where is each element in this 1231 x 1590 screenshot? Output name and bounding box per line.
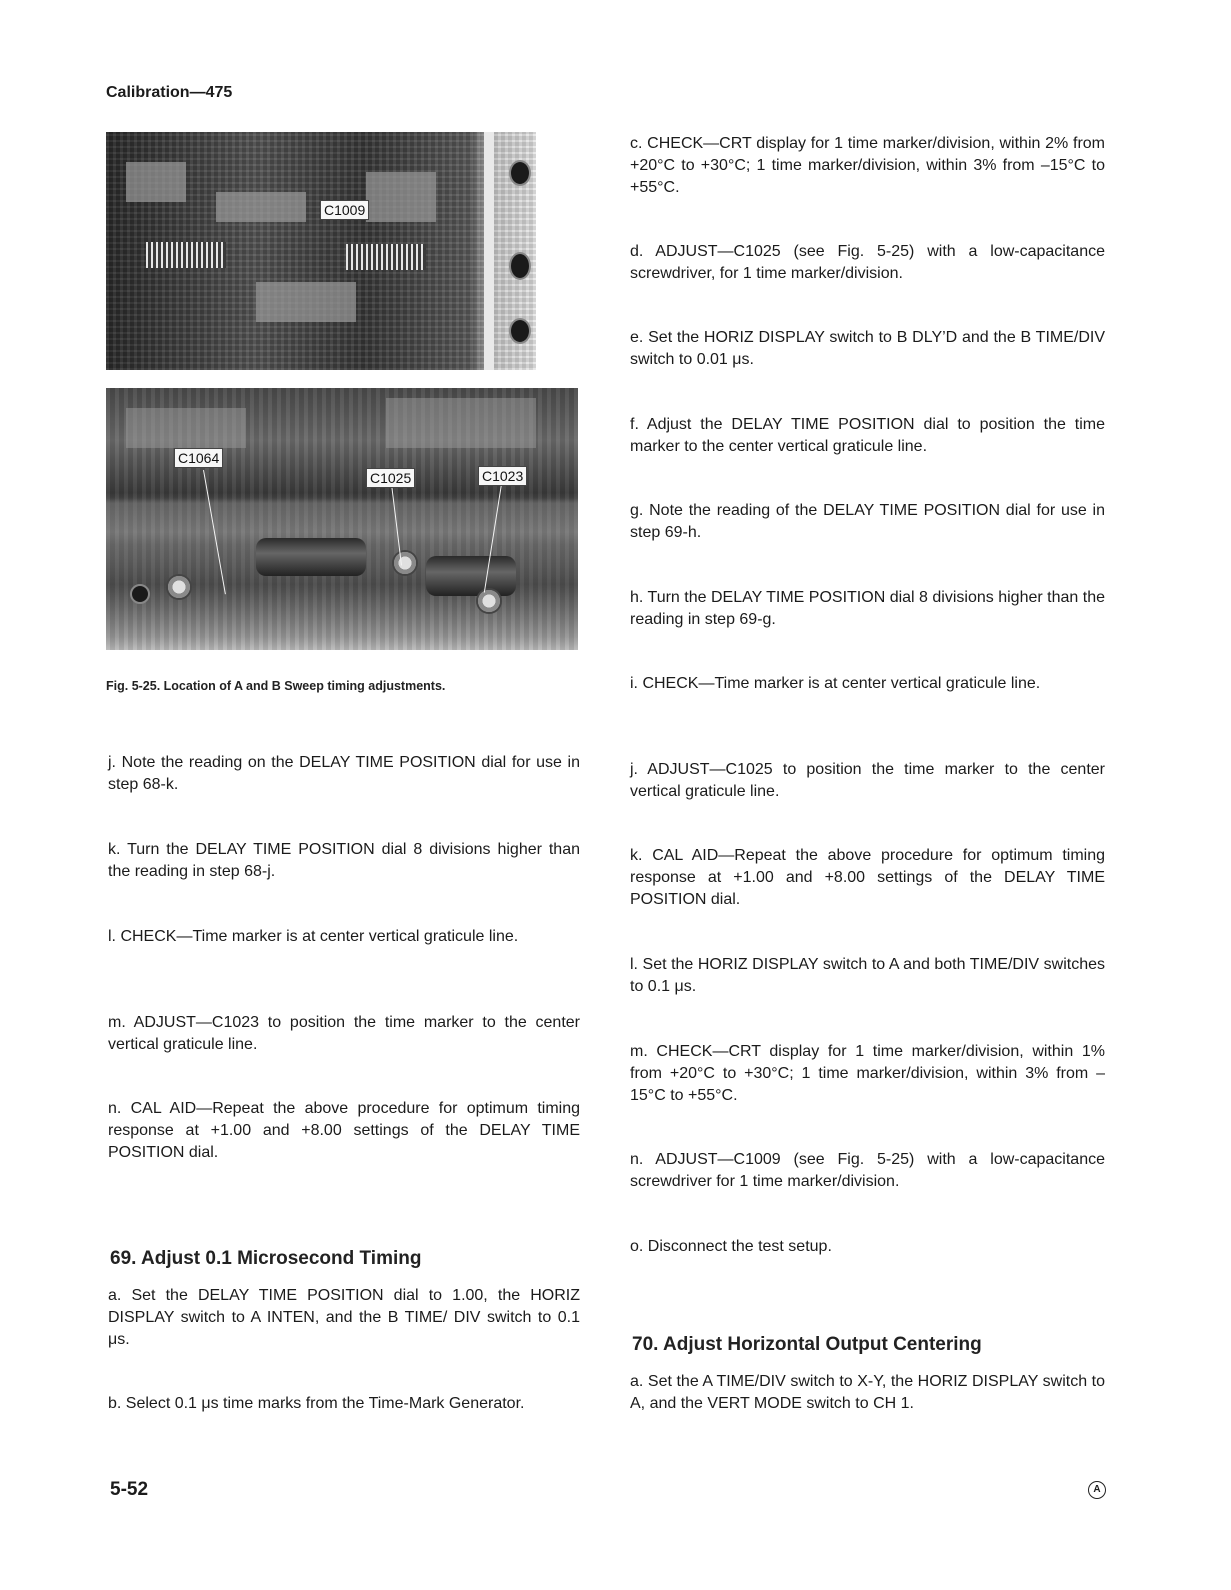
step-69-g: g. Note the reading of the DELAY TIME POSITION dial for use in step 69-h. bbox=[630, 502, 1105, 541]
step-68-m: m. ADJUST—C1023 to position the time marker to the center vertical graticule line. bbox=[108, 1014, 580, 1053]
callout-c1025: C1025 bbox=[366, 468, 415, 488]
callout-c1023: C1023 bbox=[478, 466, 527, 486]
section-69-heading: 69. Adjust 0.1 Microsecond Timing bbox=[110, 1248, 422, 1269]
step-68-l: l. CHECK—Time marker is at center vertical graticule line. bbox=[108, 928, 519, 945]
step-69-m: m. CHECK—CRT display for 1 time marker/division, within 1% from +20°C to +30°C; 1 time marker/division, within 3% from –15°C to +55°C. bbox=[630, 1043, 1105, 1104]
callout-c1064: C1064 bbox=[174, 448, 223, 468]
step-68-n: n. CAL AID—Repeat the above procedure for optimum timing response at +1.00 and +8.00 settings of the DELAY TIME POSITION dial. bbox=[108, 1100, 580, 1161]
circuit-board-photo-top bbox=[106, 132, 536, 370]
step-69-c: c. CHECK—CRT display for 1 time marker/division, within 2% from +20°C to +30°C; 1 time marker/division, within 3% from –15°C to +55°C. bbox=[630, 135, 1105, 196]
step-69-k: k. CAL AID—Repeat the above procedure for optimum timing response at +1.00 and +8.00 settings of the DELAY TIME POSITION dial. bbox=[630, 847, 1105, 908]
section-70-heading: 70. Adjust Horizontal Output Centering bbox=[632, 1334, 982, 1355]
step-69-d: d. ADJUST—C1025 (see Fig. 5-25) with a low-capacitance screwdriver, for 1 time marker/division. bbox=[630, 243, 1105, 282]
step-69-j: j. ADJUST—C1025 to position the time marker to the center vertical graticule line. bbox=[630, 761, 1105, 800]
step-70-a: a. Set the A TIME/DIV switch to X-Y, the HORIZ DISPLAY switch to A, and the VERT MODE switch to CH 1. bbox=[630, 1373, 1105, 1412]
revision-mark: A bbox=[1088, 1481, 1106, 1499]
page-header: Calibration—475 bbox=[106, 84, 233, 101]
step-69-f: f. Adjust the DELAY TIME POSITION dial to position the time marker to the center vertical graticule line. bbox=[630, 416, 1105, 455]
step-68-j: j. Note the reading on the DELAY TIME POSITION dial for use in step 68-k. bbox=[108, 754, 580, 793]
step-69-i: i. CHECK—Time marker is at center vertical graticule line. bbox=[630, 675, 1041, 692]
step-69-b: b. Select 0.1 μs time marks from the Time-Mark Generator. bbox=[108, 1395, 525, 1412]
step-69-a: a. Set the DELAY TIME POSITION dial to 1.00, the HORIZ DISPLAY switch to A INTEN, and the B TIME/ DIV switch to 0.1 μs. bbox=[108, 1287, 580, 1348]
step-69-h: h. Turn the DELAY TIME POSITION dial 8 divisions higher than the reading in step 69-g. bbox=[630, 589, 1105, 628]
circuit-board-photo-bottom bbox=[106, 388, 578, 650]
page-number: 5-52 bbox=[110, 1479, 149, 1500]
step-69-e: e. Set the HORIZ DISPLAY switch to B DLY’D and the B TIME/DIV switch to 0.01 μs. bbox=[630, 329, 1105, 368]
step-68-k: k. Turn the DELAY TIME POSITION dial 8 divisions higher than the reading in step 68-j. bbox=[108, 841, 580, 880]
step-69-l: l. Set the HORIZ DISPLAY switch to A and both TIME/DIV switches to 0.1 μs. bbox=[630, 956, 1105, 995]
step-69-o: o. Disconnect the test setup. bbox=[630, 1238, 832, 1255]
callout-c1009: C1009 bbox=[320, 200, 369, 220]
step-69-n: n. ADJUST—C1009 (see Fig. 5-25) with a low-capacitance screwdriver for 1 time marker/division. bbox=[630, 1151, 1105, 1190]
figure-caption: Fig. 5-25. Location of A and B Sweep timing adjustments. bbox=[106, 679, 446, 693]
